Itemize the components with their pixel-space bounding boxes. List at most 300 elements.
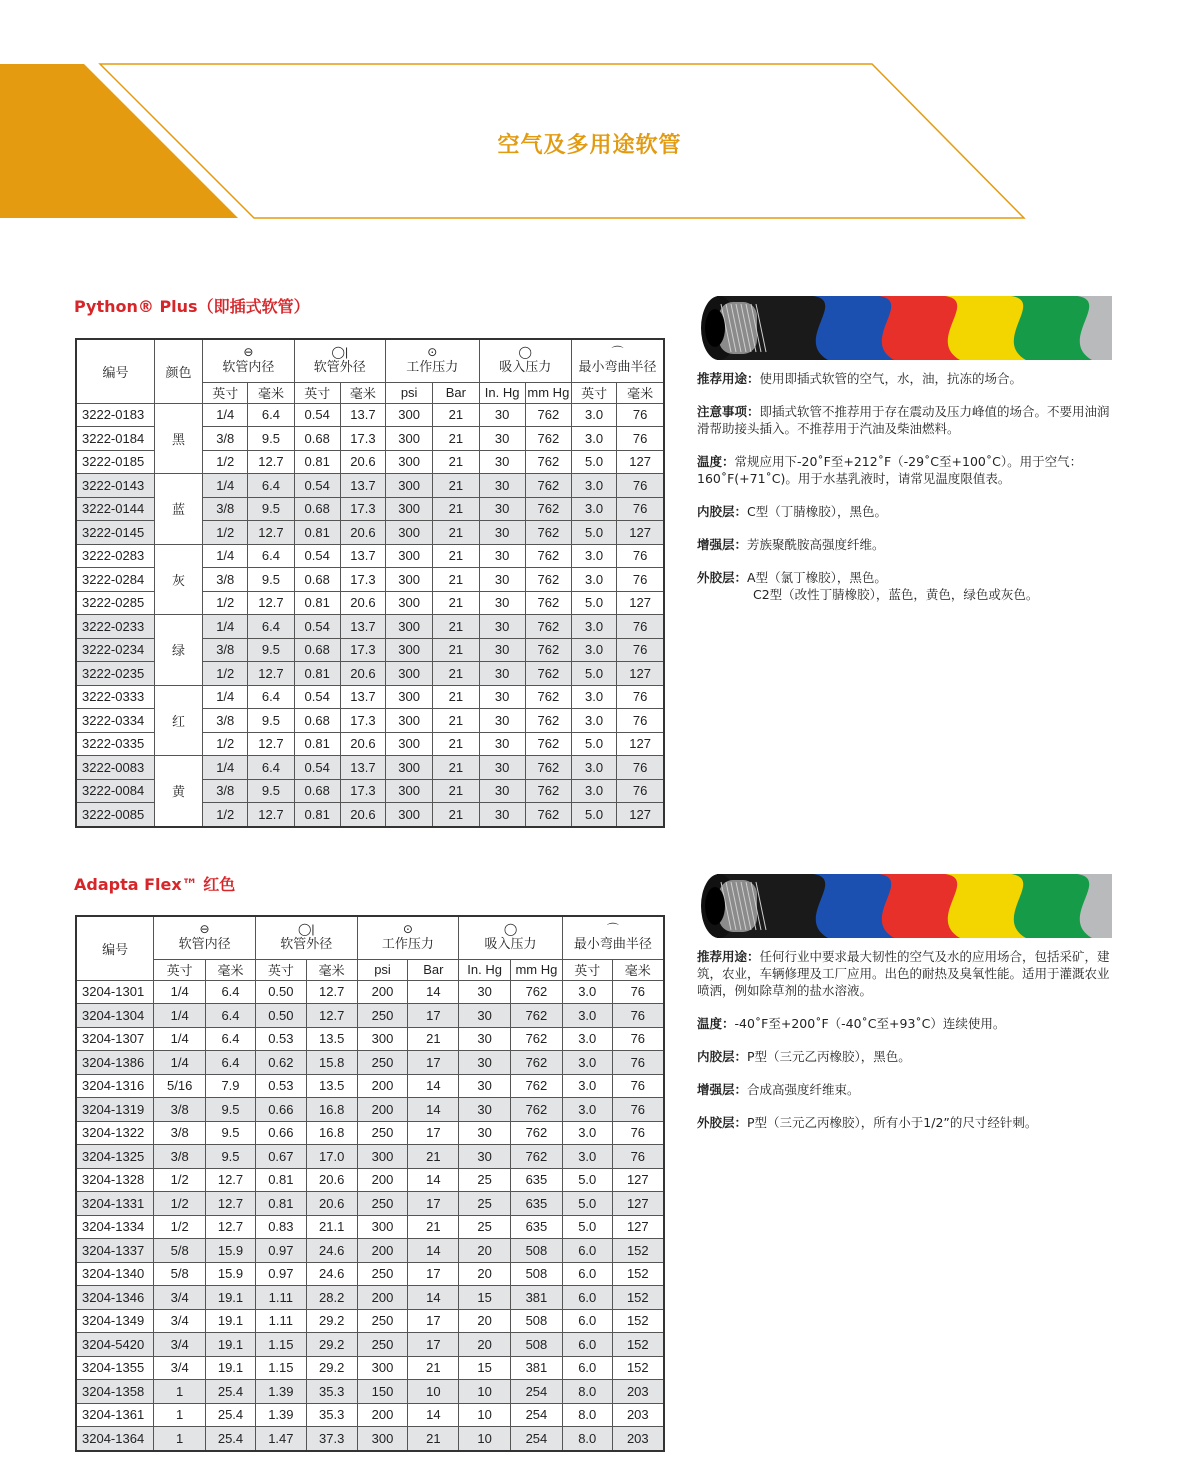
table-cell: 6.4 <box>248 756 294 780</box>
spec-text: 常规应用下-20˚F至+212˚F（-29˚C至+100˚C）。用于空气：160˚F(+71˚C)。用于水基乳液时，请常见温度限值表。 <box>697 454 1083 486</box>
part-number-cell: 3204-1340 <box>76 1262 154 1286</box>
table-cell: 0.66 <box>255 1121 306 1145</box>
spec-paragraph <box>697 536 1115 553</box>
table-cell: 762 <box>525 662 571 686</box>
table-cell: 21 <box>408 1427 459 1451</box>
table-cell: 6.4 <box>206 1027 256 1051</box>
table-cell: 300 <box>357 1356 408 1380</box>
spec-text: 即插式软管不推荐用于存在震动及压力峰值的场合。不要用油润滑帮助接头插入。不推荐用于汽油及柴油燃料。 <box>697 404 1110 436</box>
spec-text: A型（氯丁橡胶），黑色。 <box>747 570 887 585</box>
table-row <box>76 685 664 709</box>
table-cell: 300 <box>386 497 433 521</box>
table-cell: 300 <box>357 1145 408 1169</box>
table-row <box>76 1145 664 1169</box>
table-cell: 17.3 <box>340 427 385 451</box>
table-cell: 1/2 <box>154 1168 206 1192</box>
table-cell: 3.0 <box>562 980 612 1004</box>
table-cell: 0.54 <box>294 756 340 780</box>
table-cell: 7.9 <box>206 1074 256 1098</box>
table-cell: 0.54 <box>294 685 340 709</box>
table-cell: 12.7 <box>248 521 294 545</box>
table-cell: 21 <box>433 803 479 827</box>
spec-label: 推荐用途： <box>697 949 760 964</box>
table-cell: 21 <box>433 615 479 639</box>
table-cell: 76 <box>617 638 664 662</box>
table-cell: 9.5 <box>248 568 294 592</box>
spec-paragraph <box>697 503 1115 520</box>
table-cell: 0.83 <box>255 1215 306 1239</box>
table-row <box>76 1168 664 1192</box>
table-cell: 250 <box>357 1333 408 1357</box>
unit-inch: 英寸 <box>571 382 616 403</box>
table-cell: 9.5 <box>248 497 294 521</box>
table-cell: 30 <box>479 803 525 827</box>
part-number-cell: 3204-1337 <box>76 1239 154 1263</box>
table-cell: 0.68 <box>294 427 340 451</box>
table-cell: 76 <box>612 1145 664 1169</box>
table-cell: 762 <box>511 1098 563 1122</box>
table-cell: 6.0 <box>562 1333 612 1357</box>
table-cell: 21 <box>433 779 479 803</box>
table-cell: 1/2 <box>154 1192 206 1216</box>
spec-paragraph <box>697 370 1115 387</box>
table-cell: 0.97 <box>255 1239 306 1263</box>
part-number-cell: 3222-0335 <box>76 732 154 756</box>
table-cell: 1/2 <box>203 803 248 827</box>
table-cell: 200 <box>357 1098 408 1122</box>
spec-label: 温度： <box>697 454 735 469</box>
table-cell: 21 <box>433 427 479 451</box>
table-cell: 254 <box>511 1427 563 1451</box>
table-cell: 30 <box>459 1098 511 1122</box>
table-cell: 35.3 <box>306 1380 357 1404</box>
table-cell: 24.6 <box>306 1239 357 1263</box>
part-number-cell: 3222-0085 <box>76 803 154 827</box>
table-cell: 3/8 <box>154 1098 206 1122</box>
table-row <box>76 1356 664 1380</box>
table-cell: 17.3 <box>340 638 385 662</box>
table-cell: 21 <box>433 474 479 498</box>
table-cell: 12.7 <box>248 662 294 686</box>
adapta-flex-table <box>75 915 665 1452</box>
table-cell: 254 <box>511 1380 563 1404</box>
table-cell: 1 <box>154 1403 206 1427</box>
table-cell: 20 <box>459 1262 511 1286</box>
table-cell: 30 <box>479 450 525 474</box>
table-cell: 14 <box>408 1286 459 1310</box>
table-cell: 21 <box>433 591 479 615</box>
table-cell: 127 <box>617 803 664 827</box>
header-working-pressure: ⊙ 工作压力 <box>386 339 479 382</box>
part-number-cell: 3204-5420 <box>76 1333 154 1357</box>
table-cell: 30 <box>459 1051 511 1075</box>
part-number-cell: 3204-1355 <box>76 1356 154 1380</box>
header-color: 颜色 <box>154 339 202 403</box>
unit-mm: 毫米 <box>206 959 256 980</box>
table-cell: 0.81 <box>294 732 340 756</box>
table-cell: 14 <box>408 1403 459 1427</box>
table-cell: 3/8 <box>203 427 248 451</box>
table-cell: 762 <box>511 1027 563 1051</box>
table-cell: 21 <box>433 685 479 709</box>
table-cell: 9.5 <box>248 638 294 662</box>
table-cell: 6.4 <box>248 544 294 568</box>
table-cell: 30 <box>479 662 525 686</box>
table-cell: 152 <box>612 1262 664 1286</box>
table-cell: 5.0 <box>571 521 616 545</box>
table-cell: 5/8 <box>154 1239 206 1263</box>
table-cell: 762 <box>525 427 571 451</box>
table-cell: 0.50 <box>255 1004 306 1028</box>
table-cell: 17 <box>408 1333 459 1357</box>
color-cell: 黄 <box>154 756 202 827</box>
table-cell: 3.0 <box>562 1121 612 1145</box>
table-cell: 300 <box>386 474 433 498</box>
table-cell: 17.3 <box>340 709 385 733</box>
table-cell: 200 <box>357 1074 408 1098</box>
table-cell: 152 <box>612 1309 664 1333</box>
table-cell: 300 <box>386 427 433 451</box>
table-cell: 30 <box>479 615 525 639</box>
table-cell: 28.2 <box>306 1286 357 1310</box>
table-cell: 0.68 <box>294 709 340 733</box>
adapta-flex-title: Adapta Flex™ 红色 <box>74 875 236 894</box>
table-cell: 25 <box>459 1215 511 1239</box>
header-outer-diameter: ◯| 软管外径 <box>255 916 357 959</box>
table-cell: 21.1 <box>306 1215 357 1239</box>
table-cell: 76 <box>617 403 664 427</box>
table-cell: 15.8 <box>306 1051 357 1075</box>
spec-label: 注意事项： <box>697 404 760 419</box>
table-cell: 17 <box>408 1004 459 1028</box>
header-banner <box>0 0 1179 230</box>
python-plus-title: Python® Plus（即插式软管） <box>74 297 310 316</box>
table-cell: 76 <box>617 544 664 568</box>
header-outer-diameter: ◯| 软管外径 <box>294 339 385 382</box>
table-row <box>76 1004 664 1028</box>
table-cell: 13.7 <box>340 685 385 709</box>
inner-diameter-icon: ⊖ <box>199 922 210 937</box>
table-cell: 6.0 <box>562 1286 612 1310</box>
part-number-cell: 3204-1316 <box>76 1074 154 1098</box>
table-cell: 12.7 <box>248 732 294 756</box>
table-row <box>76 1380 664 1404</box>
table-cell: 3/8 <box>203 709 248 733</box>
table-cell: 9.5 <box>248 779 294 803</box>
spec-label: 内胶层： <box>697 1049 748 1064</box>
table-cell: 3.0 <box>571 427 616 451</box>
table-cell: 6.4 <box>248 403 294 427</box>
table-cell: 300 <box>386 638 433 662</box>
table-cell: 17 <box>408 1121 459 1145</box>
table-cell: 9.5 <box>248 709 294 733</box>
table-cell: 6.4 <box>206 1004 256 1028</box>
table-cell: 3/4 <box>154 1286 206 1310</box>
spec-text: 芳族聚酰胺高强度纤维。 <box>747 537 885 552</box>
table-cell: 1.11 <box>255 1286 306 1310</box>
table-cell: 17 <box>408 1309 459 1333</box>
table-cell: 1/2 <box>154 1215 206 1239</box>
table-cell: 762 <box>525 474 571 498</box>
table-cell: 76 <box>612 1027 664 1051</box>
table-cell: 1/2 <box>203 521 248 545</box>
table-cell: 20.6 <box>340 450 385 474</box>
table-cell: 20.6 <box>306 1192 357 1216</box>
table-cell: 25.4 <box>206 1403 256 1427</box>
table-row <box>76 1427 664 1451</box>
table-cell: 20.6 <box>340 521 385 545</box>
table-cell: 3/8 <box>154 1121 206 1145</box>
table-cell: 0.68 <box>294 638 340 662</box>
table-cell: 5.0 <box>562 1215 612 1239</box>
table-cell: 381 <box>511 1356 563 1380</box>
table-cell: 127 <box>617 521 664 545</box>
table-cell: 76 <box>612 1051 664 1075</box>
part-number-cell: 3204-1304 <box>76 1004 154 1028</box>
table-row <box>76 1098 664 1122</box>
table-cell: 16.8 <box>306 1098 357 1122</box>
table-cell: 13.7 <box>340 756 385 780</box>
table-cell: 30 <box>479 685 525 709</box>
table-cell: 12.7 <box>206 1215 256 1239</box>
table-cell: 127 <box>617 591 664 615</box>
table-cell: 300 <box>386 756 433 780</box>
header-code: 编号 <box>76 339 154 403</box>
table-cell: 762 <box>525 568 571 592</box>
table-row <box>76 1051 664 1075</box>
unit-mm: 毫米 <box>617 382 664 403</box>
table-cell: 76 <box>612 1004 664 1028</box>
table-cell: 76 <box>617 474 664 498</box>
table-cell: 20.6 <box>340 732 385 756</box>
table-cell: 1/4 <box>154 1051 206 1075</box>
unit-inch: 英寸 <box>255 959 306 980</box>
table-cell: 6.0 <box>562 1239 612 1263</box>
table-cell: 15.9 <box>206 1262 256 1286</box>
table-cell: 12.7 <box>206 1192 256 1216</box>
table-row <box>76 1239 664 1263</box>
unit-psi: psi <box>357 959 408 980</box>
part-number-cell: 3204-1319 <box>76 1098 154 1122</box>
part-number-cell: 3222-0143 <box>76 474 154 498</box>
table-cell: 203 <box>612 1427 664 1451</box>
table-cell: 30 <box>479 709 525 733</box>
table-cell: 5.0 <box>571 732 616 756</box>
header-vacuum: ◯ 吸入压力 <box>459 916 563 959</box>
table-cell: 8.0 <box>562 1427 612 1451</box>
table-cell: 21 <box>433 544 479 568</box>
table-cell: 0.54 <box>294 474 340 498</box>
table-cell: 300 <box>386 803 433 827</box>
table-cell: 17.3 <box>340 568 385 592</box>
table-cell: 762 <box>525 685 571 709</box>
table-cell: 0.68 <box>294 779 340 803</box>
table-cell: 9.5 <box>248 427 294 451</box>
table-row <box>76 1192 664 1216</box>
unit-mm: 毫米 <box>340 382 385 403</box>
table-cell: 3/4 <box>154 1309 206 1333</box>
table-cell: 25 <box>459 1192 511 1216</box>
table-cell: 200 <box>357 1168 408 1192</box>
table-cell: 6.4 <box>206 980 256 1004</box>
table-cell: 1 <box>154 1427 206 1451</box>
table-cell: 762 <box>525 544 571 568</box>
table-cell: 762 <box>525 803 571 827</box>
table-cell: 10 <box>459 1403 511 1427</box>
outer-diameter-icon: ◯| <box>297 922 315 937</box>
part-number-cell: 3222-0283 <box>76 544 154 568</box>
table-cell: 9.5 <box>206 1098 256 1122</box>
table-cell: 21 <box>433 403 479 427</box>
table-cell: 203 <box>612 1403 664 1427</box>
table-cell: 30 <box>459 1145 511 1169</box>
table-cell: 30 <box>459 980 511 1004</box>
unit-inhg: In. Hg <box>459 959 511 980</box>
table-cell: 3/8 <box>203 497 248 521</box>
python-plus-table <box>75 338 665 828</box>
table-cell: 20.6 <box>340 662 385 686</box>
table-cell: 0.81 <box>294 803 340 827</box>
table-cell: 13.5 <box>306 1074 357 1098</box>
part-number-cell: 3204-1349 <box>76 1309 154 1333</box>
table-cell: 200 <box>357 1403 408 1427</box>
table-cell: 5/8 <box>154 1262 206 1286</box>
table-cell: 17 <box>408 1192 459 1216</box>
header-working-pressure: ⊙ 工作压力 <box>357 916 459 959</box>
table-cell: 1.11 <box>255 1309 306 1333</box>
table-cell: 12.7 <box>306 1004 357 1028</box>
table-row <box>76 1027 664 1051</box>
table-cell: 16.8 <box>306 1121 357 1145</box>
table-cell: 5/16 <box>154 1074 206 1098</box>
table-cell: 300 <box>357 1027 408 1051</box>
table-cell: 8.0 <box>562 1380 612 1404</box>
table-cell: 0.67 <box>255 1145 306 1169</box>
table-cell: 21 <box>433 732 479 756</box>
table-cell: 14 <box>408 1098 459 1122</box>
table-cell: 12.7 <box>248 803 294 827</box>
table-cell: 250 <box>357 1262 408 1286</box>
table-cell: 3.0 <box>571 568 616 592</box>
spec-text: 使用即插式软管的空气，水，油，抗冻的场合。 <box>759 371 1023 386</box>
table-row <box>76 1074 664 1098</box>
hose-bore <box>705 887 725 925</box>
part-number-cell: 3222-0235 <box>76 662 154 686</box>
table-cell: 635 <box>511 1215 563 1239</box>
table-cell: 20.6 <box>340 803 385 827</box>
table-cell: 14 <box>408 1074 459 1098</box>
table-cell: 0.50 <box>255 980 306 1004</box>
color-cell: 灰 <box>154 544 202 615</box>
table-cell: 20 <box>459 1309 511 1333</box>
table-cell: 21 <box>433 709 479 733</box>
table-cell: 21 <box>408 1215 459 1239</box>
table-cell: 10 <box>459 1380 511 1404</box>
table-cell: 1 <box>154 1380 206 1404</box>
spec-paragraph <box>697 569 1115 603</box>
vacuum-icon: ◯ <box>518 345 532 360</box>
table-cell: 29.2 <box>306 1356 357 1380</box>
part-number-cell: 3222-0083 <box>76 756 154 780</box>
table-cell: 21 <box>408 1356 459 1380</box>
table-row <box>76 1262 664 1286</box>
table-cell: 300 <box>386 521 433 545</box>
table-cell: 762 <box>511 1121 563 1145</box>
table-cell: 0.81 <box>294 662 340 686</box>
spec-label: 外胶层： <box>697 570 748 585</box>
table-cell: 76 <box>617 568 664 592</box>
table-cell: 3.0 <box>562 1145 612 1169</box>
header-vacuum: ◯ 吸入压力 <box>479 339 571 382</box>
table-cell: 76 <box>617 709 664 733</box>
table-cell: 5.0 <box>571 450 616 474</box>
table-cell: 21 <box>433 568 479 592</box>
table-cell: 1/4 <box>154 1004 206 1028</box>
table-cell: 1/4 <box>203 685 248 709</box>
table-cell: 300 <box>386 615 433 639</box>
table-cell: 20.6 <box>340 591 385 615</box>
table-cell: 152 <box>612 1356 664 1380</box>
unit-mm: 毫米 <box>248 382 294 403</box>
table-cell: 762 <box>525 732 571 756</box>
table-cell: 300 <box>386 709 433 733</box>
spec-text: C型（丁腈橡胶），黑色。 <box>747 504 887 519</box>
table-cell: 3.0 <box>571 709 616 733</box>
part-number-cell: 3222-0333 <box>76 685 154 709</box>
color-cell: 黑 <box>154 403 202 474</box>
table-row <box>76 980 664 1004</box>
pressure-gauge-icon: ⊙ <box>402 922 413 937</box>
table-cell: 6.0 <box>562 1262 612 1286</box>
table-cell: 300 <box>386 591 433 615</box>
part-number-cell: 3222-0144 <box>76 497 154 521</box>
table-cell: 150 <box>357 1380 408 1404</box>
table-cell: 19.1 <box>206 1286 256 1310</box>
table-cell: 76 <box>617 427 664 451</box>
table-cell: 19.1 <box>206 1333 256 1357</box>
part-number-cell: 3222-0084 <box>76 779 154 803</box>
table-cell: 250 <box>357 1309 408 1333</box>
table-cell: 25 <box>459 1168 511 1192</box>
table-cell: 1.47 <box>255 1427 306 1451</box>
table-cell: 76 <box>612 1121 664 1145</box>
table-cell: 9.5 <box>206 1121 256 1145</box>
table-cell: 3/8 <box>203 568 248 592</box>
color-cell: 绿 <box>154 615 202 686</box>
header-bend-radius: ⌒ 最小弯曲半径 <box>571 339 664 382</box>
unit-inch: 英寸 <box>294 382 340 403</box>
table-cell: 1/4 <box>203 403 248 427</box>
table-cell: 127 <box>612 1168 664 1192</box>
table-cell: 76 <box>612 980 664 1004</box>
table-cell: 1.39 <box>255 1380 306 1404</box>
table-cell: 1/4 <box>154 1027 206 1051</box>
pressure-gauge-icon: ⊙ <box>427 345 438 360</box>
python-hose-image <box>697 294 1112 362</box>
part-number-cell: 3204-1358 <box>76 1380 154 1404</box>
table-cell: 762 <box>525 497 571 521</box>
part-number-cell: 3204-1325 <box>76 1145 154 1169</box>
table-cell: 300 <box>386 403 433 427</box>
table-cell: 17 <box>408 1262 459 1286</box>
table-cell: 300 <box>386 544 433 568</box>
table-row <box>76 1215 664 1239</box>
table-cell: 300 <box>386 568 433 592</box>
table-cell: 13.7 <box>340 474 385 498</box>
table-cell: 3.0 <box>562 1051 612 1075</box>
spec-label: 温度： <box>697 1016 735 1031</box>
table-cell: 1/4 <box>203 756 248 780</box>
